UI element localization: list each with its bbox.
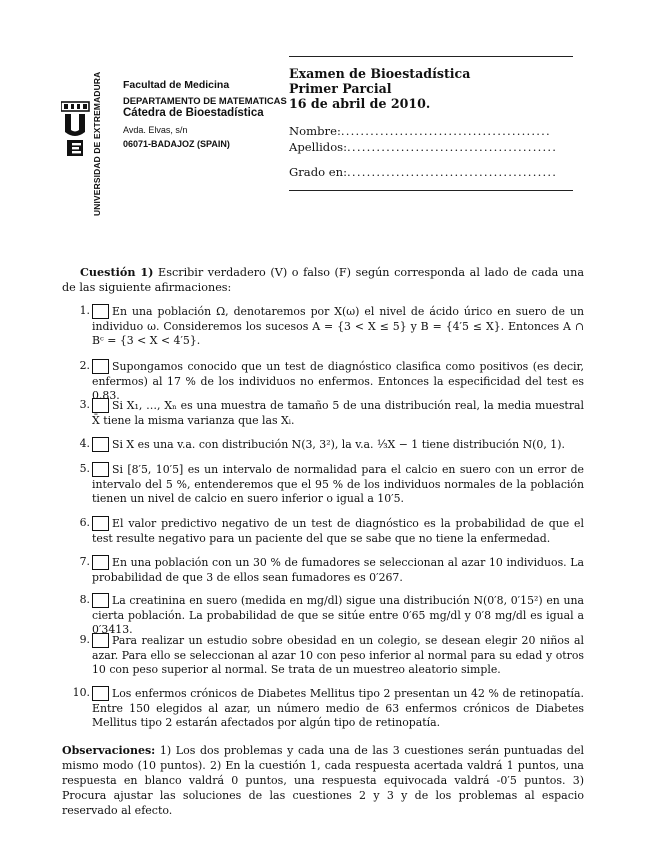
university-vertical-name: UNIVERSIDAD DE EXTREMADURA: [92, 71, 102, 216]
chair-name: Cátedra de Bioestadística: [123, 107, 264, 119]
surname-label: Apellidos:: [289, 140, 348, 154]
degree-field[interactable]: [289, 165, 575, 179]
answer-box[interactable]: [92, 516, 109, 531]
exam-part: Primer Parcial: [289, 81, 392, 96]
item-number: 2.: [79, 359, 90, 372]
faculty-name: Facultad de Medicina: [123, 79, 230, 91]
item-number: 3.: [79, 398, 90, 411]
item-text: La creatinina en suero (medida en mg/dl) sigue una distribución N(0′8, 0′15²) en una cierta población. La probabilidad de que se sitúe entre 0′65 mg/dl y 0′8 mg/dl es igual a 0′3413.: [92, 594, 584, 636]
list-item: [62, 593, 584, 638]
answer-box[interactable]: [92, 398, 109, 413]
question-heading: [62, 265, 584, 295]
answer-box[interactable]: [92, 359, 109, 374]
answer-box[interactable]: [92, 633, 109, 648]
degree-label: Grado en:: [289, 165, 348, 179]
answer-box[interactable]: [92, 555, 109, 570]
list-item: [62, 462, 584, 507]
exam-title: Examen de Bioestadística: [289, 66, 471, 81]
item-number: 7.: [79, 555, 90, 568]
answer-box[interactable]: [92, 686, 109, 701]
surname-field[interactable]: [289, 140, 575, 154]
item-text: Para realizar un estudio sobre obesidad en un colegio, se desean elegir 20 niños al azar. Para ello se seleccionan al azar 10 con peso inferior al normal para su edad y otros 10 con peso superior al normal. Se trata de un muestreo aleatorio simple.: [92, 634, 584, 676]
item-text: Si [8′5, 10′5] es un intervalo de normalidad para el calcio en suero con un error de intervalo del 5 %, entenderemos que el 95 % de los individuos normales de la población tienen un nivel de calcio en suero inferior o igual a 10′5.: [92, 463, 584, 505]
address: Avda. Elvas, s/n: [123, 125, 188, 135]
surname-dots: ...........................................: [347, 140, 558, 154]
list-item: [62, 304, 584, 349]
item-number: 5.: [79, 462, 90, 475]
observations: [62, 743, 584, 818]
item-text: Si X₁, …, Xₙ es una muestra de tamaño 5 de una distribución real, la media muestral X̄ tiene la misma varianza que las Xᵢ.: [92, 399, 584, 427]
item-number: 1.: [79, 304, 90, 317]
degree-dots: ...........................................: [347, 165, 558, 179]
list-item: [62, 359, 584, 404]
item-number: 8.: [79, 593, 90, 606]
item-text: Supongamos conocido que un test de diagnóstico clasifica como positivos (es decir, enfermos) al 17 % de los individuos no enfermos. Entonces la especificidad del test es 0.83.: [92, 360, 584, 402]
department-name: DEPARTAMENTO DE MATEMATICAS: [123, 95, 287, 106]
exam-date: 16 de abril de 2010.: [289, 96, 431, 111]
list-item: [62, 633, 584, 678]
list-item: [62, 516, 584, 546]
answer-box[interactable]: [92, 437, 109, 452]
answer-box[interactable]: [92, 593, 109, 608]
observations-text: 1) Los dos problemas y cada una de las 3 cuestiones serán puntuadas del mismo modo (10 puntos). 2) En la cuestión 1, cada respuesta acertada valdrá 1 puntos, una respuesta en blanco valdrá 0 puntos, una respuesta equivocada valdrá -0′5 puntos. 3) Procura ajustar las soluciones de las cuestiones 2 y 3 y de los problemas al espacio reservado al efecto.: [62, 744, 584, 817]
item-text: Los enfermos crónicos de Diabetes Mellitus tipo 2 presentan un 42 % de retinopatía. Entre 150 elegidos al azar, un número medio de 63 enfermos crónicos de Diabetes Mellitus tipo 2 estarán afectados por algún tipo de retinopatía.: [92, 687, 584, 729]
question-prompt: Escribir verdadero (V) o falso (F) según corresponda al lado de cada una de las siguiente afirmaciones:: [62, 266, 584, 294]
item-number: 10.: [72, 686, 90, 699]
item-text: En una población Ω, denotaremos por X(ω) el nivel de ácido úrico en suero de un individuo ω. Consideremos los sucesos A = {3 < X ≤ 5} y B = {4′5 ≤ X}. Entonces A ∩ Bᶜ = {3 < X < 4′5}.: [92, 305, 584, 347]
item-text: Si X es una v.a. con distribución N(3, 3²), la v.a. ⅓X − 1 tiene distribución N(0, 1).: [112, 438, 565, 451]
header-bottom-rule: [289, 190, 573, 191]
list-item: [62, 686, 584, 731]
answer-box[interactable]: [92, 462, 109, 477]
item-number: 4.: [79, 437, 90, 450]
list-item: [62, 437, 584, 453]
observations-label: Observaciones:: [62, 744, 156, 757]
question-label: Cuestión 1): [80, 265, 154, 279]
answer-box[interactable]: [92, 304, 109, 319]
item-number: 9.: [79, 633, 90, 646]
header-top-rule: [289, 56, 573, 57]
university-logo-icon: [61, 98, 91, 158]
name-label: Nombre:: [289, 124, 341, 138]
item-text: En una población con un 30 % de fumadores se seleccionan al azar 10 individuos. La probabilidad de que 3 de ellos sean fumadores es 0′267.: [92, 556, 584, 584]
city: 06071-BADAJOZ (SPAIN): [123, 139, 230, 149]
name-dots: ...........................................: [340, 124, 551, 138]
name-field[interactable]: [289, 124, 575, 138]
list-item: [62, 398, 584, 428]
item-number: 6.: [79, 516, 90, 529]
item-text: El valor predictivo negativo de un test de diagnóstico es la probabilidad de que el test resulte negativo para un paciente del que se sabe que no tiene la enfermedad.: [92, 517, 584, 545]
list-item: [62, 555, 584, 585]
